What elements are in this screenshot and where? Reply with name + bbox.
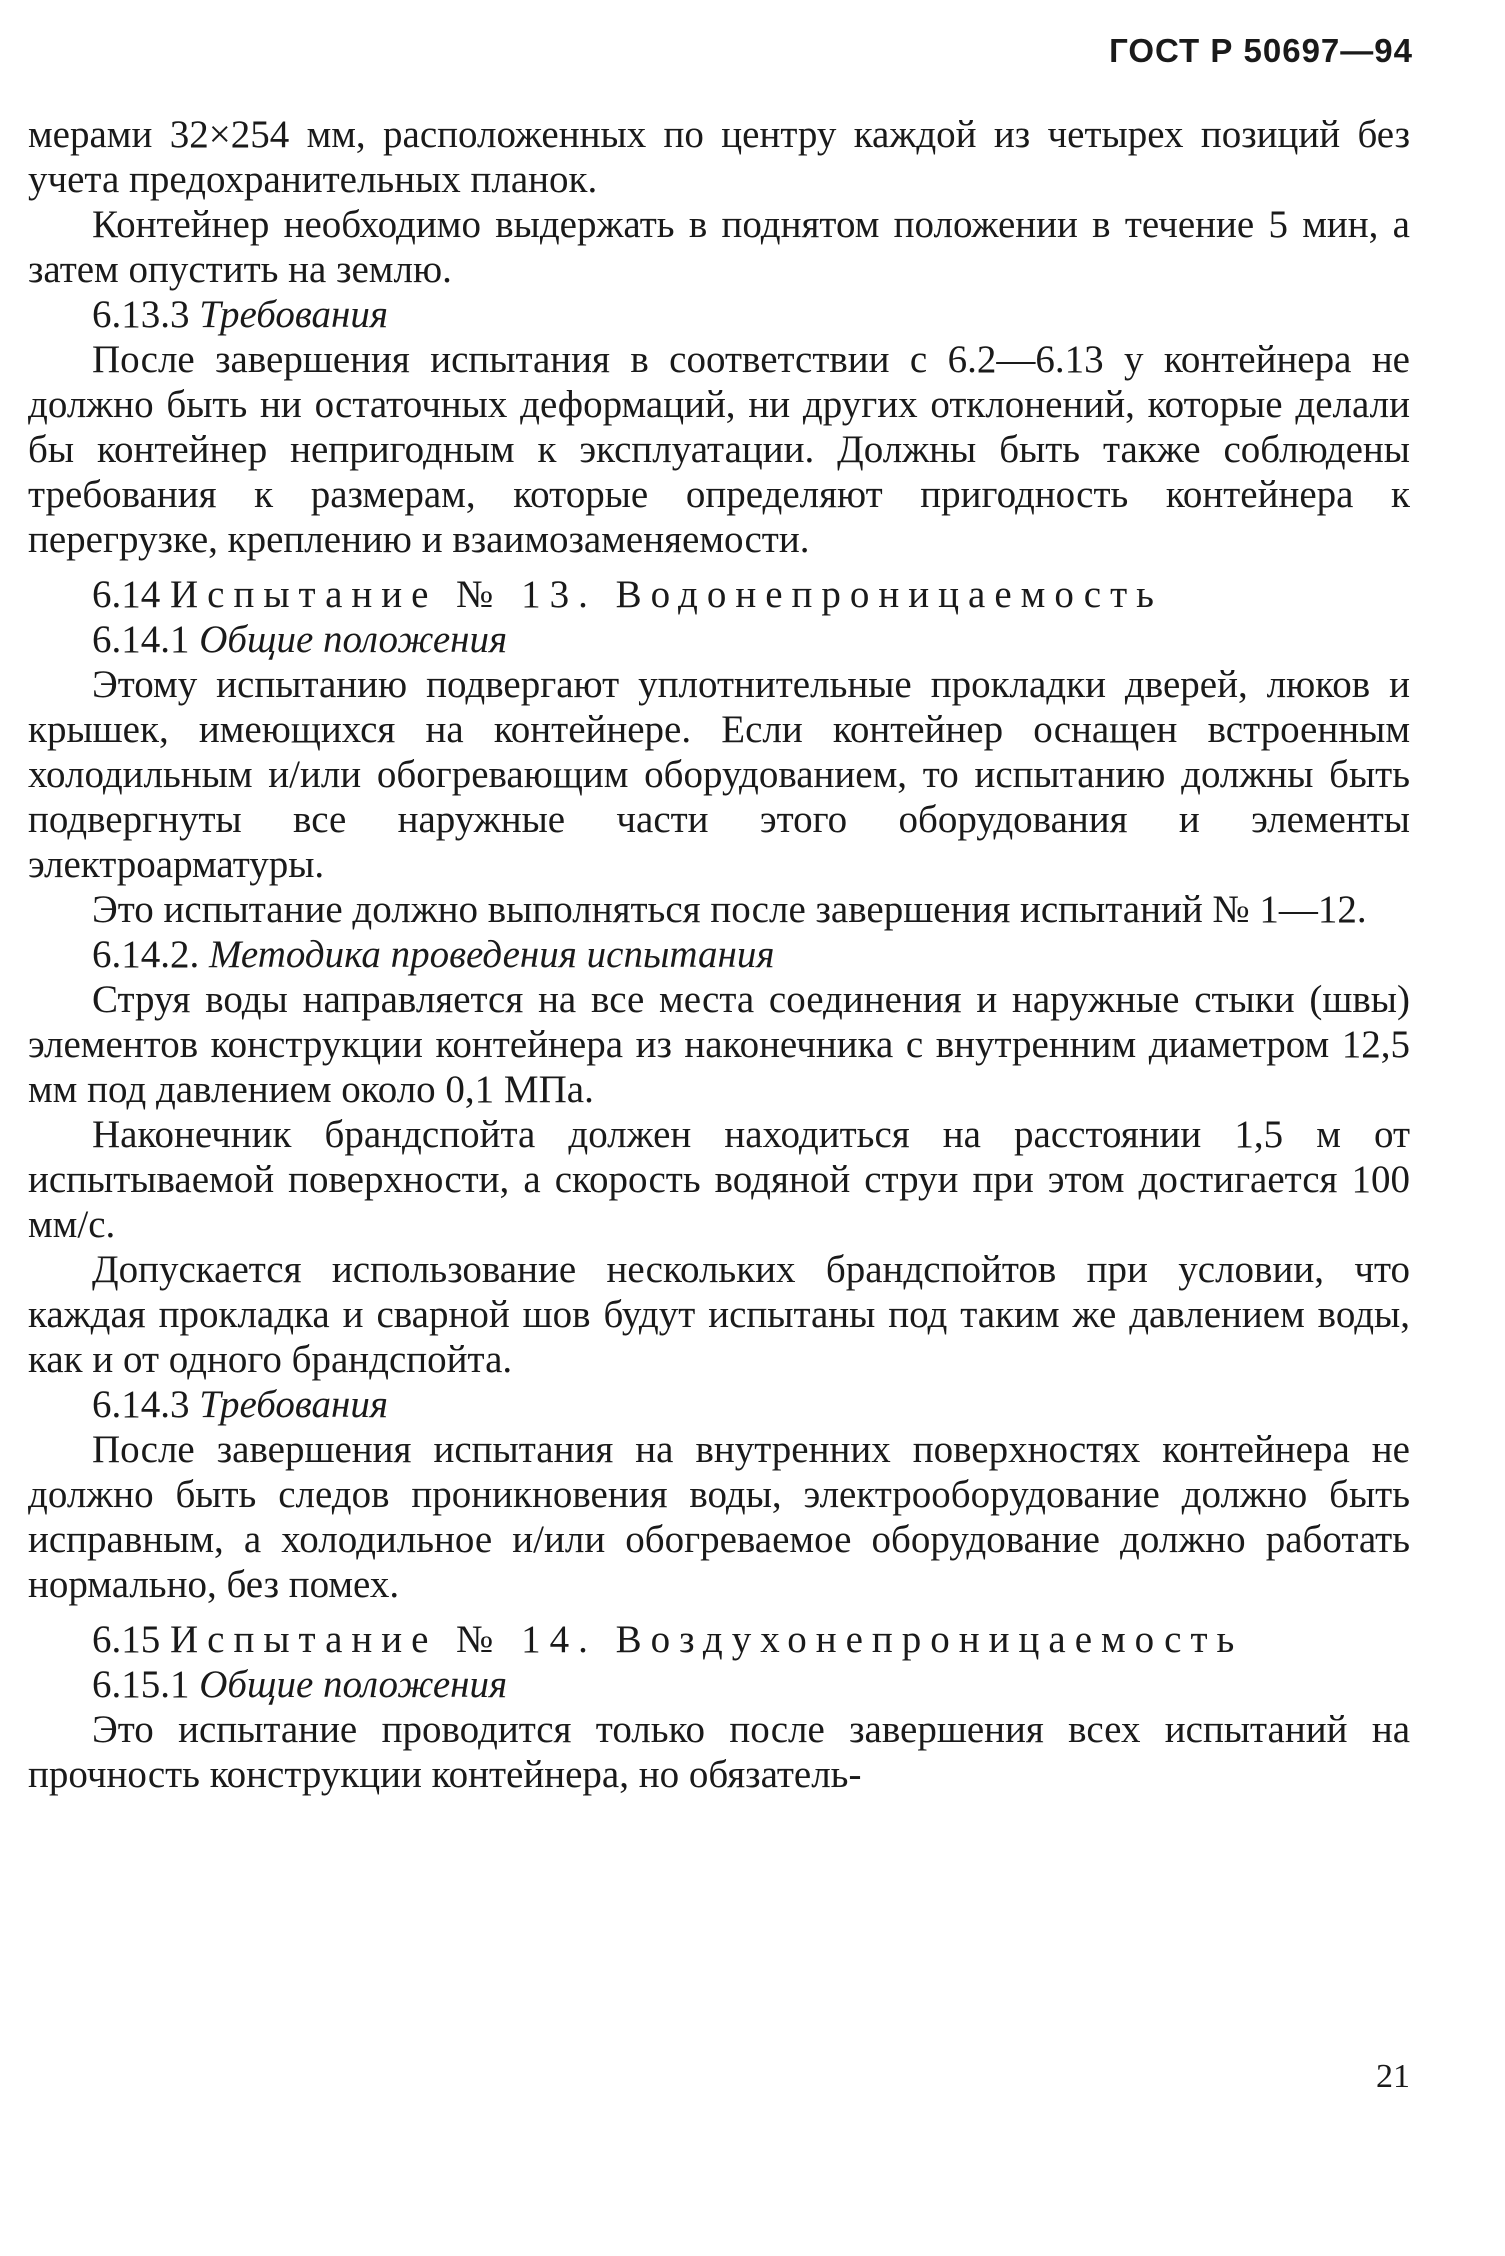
paragraph: После завершения испытания на внутренних поверхностях контейнера не должно быть следов проникновения воды, электрооборудование должно быть исправным, а холодильное и/или обогреваемое оборудование должно работать нормально, без помех. (28, 1428, 1410, 1606)
subsection-heading (28, 617, 1410, 662)
page-body (28, 112, 1410, 1797)
heading-number: 6.14 (92, 573, 161, 616)
standard-code-header: ГОСТ Р 50697—94 (1109, 32, 1413, 69)
paragraph: Контейнер необходимо выдержать в поднятом положении в течение 5 мин, а затем опустить на землю. (28, 203, 1410, 291)
section-heading (28, 572, 1410, 617)
page-number: 21 (1376, 2058, 1410, 2095)
heading-number: 6.15 (92, 1618, 161, 1661)
heading-title: Испытание № 13. Водонепроницаемость (170, 573, 1163, 616)
heading-title: Общие положения (199, 1663, 508, 1706)
paragraph: Это испытание проводится только после завершения всех испытаний на прочность конструкции контейнера, но обязатель- (28, 1708, 1410, 1796)
paragraph: Струя воды направляется на все места соединения и наружные стыки (швы) элементов конструкции контейнера из наконечника с внутренним диаметром 12,5 мм под давлением около 0,1 МПа. (28, 978, 1410, 1111)
paragraph: Этому испытанию подвергают уплотнительные прокладки дверей, люков и крышек, имеющихся на контейнере. Если контейнер оснащен встроенным холодильным и/или обогревающим оборудованием, то испытанию должны быть подвергнуты все наружные части этого оборудования и элементы электроарматуры. (28, 663, 1410, 886)
section-heading (28, 1617, 1410, 1662)
heading-title: Требования (199, 293, 389, 336)
subsection-heading (28, 1662, 1410, 1707)
heading-number: 6.14.3 (92, 1383, 190, 1426)
paragraph: После завершения испытания в соответствии с 6.2—6.13 у контейнера не должно быть ни остаточных деформаций, ни других отклонений, которые делали бы контейнер непригодным к эксплуатации. Должны быть также соблюдены требования к размерам, которые определяют пригодность контейнера к перегрузке, креплению и взаимозаменяемости. (28, 338, 1410, 561)
subsection-heading (28, 292, 1410, 337)
subsection-heading (28, 932, 1410, 977)
heading-number: 6.15.1 (92, 1663, 190, 1706)
heading-number: 6.14.2. (92, 933, 200, 976)
subsection-heading (28, 1382, 1410, 1427)
paragraph: мерами 32×254 мм, расположенных по центру каждой из четырех позиций без учета предохранительных планок. (28, 113, 1410, 201)
heading-number: 6.13.3 (92, 293, 190, 336)
heading-title: Требования (199, 1383, 389, 1426)
heading-title: Методика проведения испытания (209, 933, 775, 976)
paragraph: Это испытание должно выполняться после завершения испытаний № 1—12. (92, 888, 1367, 931)
heading-title: Общие положения (199, 618, 508, 661)
paragraph: Наконечник брандспойта должен находиться на расстоянии 1,5 м от испытываемой поверхности, а скорость водяной струи при этом достигается 100 мм/с. (28, 1113, 1410, 1246)
paragraph: Допускается использование нескольких брандспойтов при условии, что каждая прокладка и сварной шов будут испытаны под таким же давлением воды, как и от одного брандспойта. (28, 1248, 1410, 1381)
heading-number: 6.14.1 (92, 618, 190, 661)
heading-title: Испытание № 14. Воздухонепроницаемость (170, 1618, 1244, 1661)
